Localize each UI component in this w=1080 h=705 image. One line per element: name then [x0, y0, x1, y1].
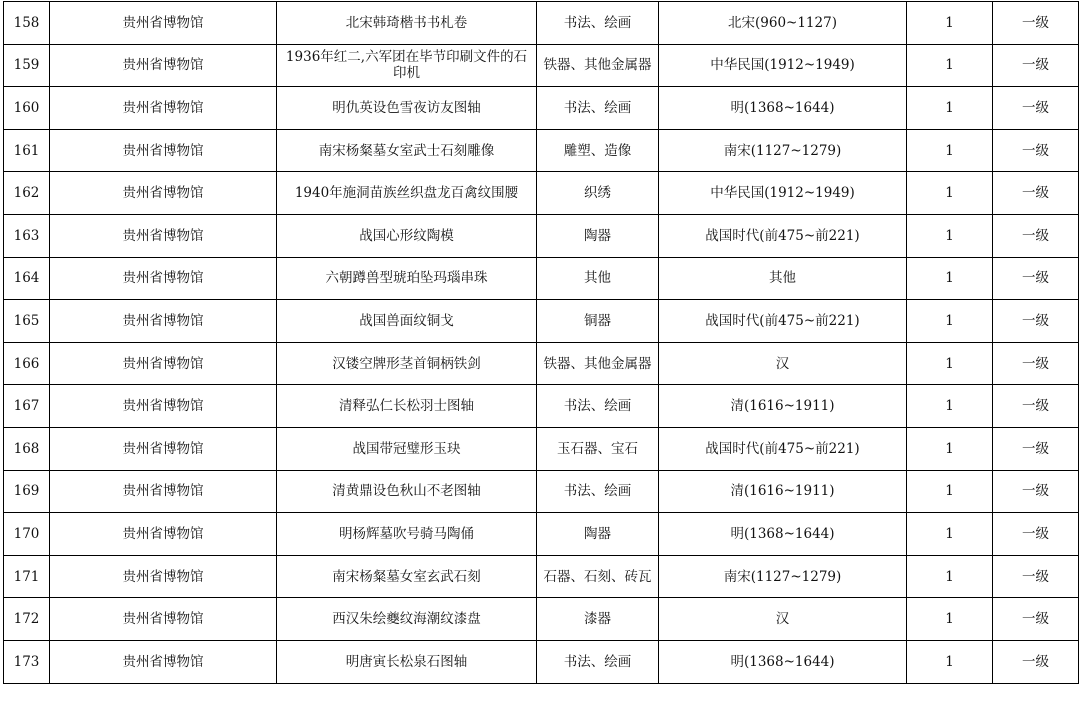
cell-category: 铜器	[537, 300, 659, 343]
cell-number: 171	[4, 555, 50, 598]
cell-relic-name: 清黄鼎设色秋山不老图轴	[277, 470, 537, 513]
cell-museum: 贵州省博物馆	[50, 598, 277, 641]
cell-museum: 贵州省博物馆	[50, 2, 277, 45]
cell-era: 明(1368~1644)	[659, 513, 907, 556]
cell-number: 163	[4, 214, 50, 257]
cell-quantity: 1	[907, 2, 993, 45]
cell-grade: 一级	[993, 214, 1079, 257]
cell-number: 166	[4, 342, 50, 385]
table-row	[4, 513, 1079, 556]
cell-era: 北宋(960~1127)	[659, 2, 907, 45]
cell-category: 书法、绘画	[537, 470, 659, 513]
table-row	[4, 427, 1079, 470]
cell-quantity: 1	[907, 87, 993, 130]
cell-category: 铁器、其他金属器	[537, 44, 659, 87]
table-row	[4, 385, 1079, 428]
cell-relic-name: 清释弘仁长松羽士图轴	[277, 385, 537, 428]
cell-number: 161	[4, 129, 50, 172]
cell-relic-name: 战国带冠璧形玉玦	[277, 427, 537, 470]
cell-era: 汉	[659, 598, 907, 641]
cell-category: 其他	[537, 257, 659, 300]
cell-quantity: 1	[907, 640, 993, 683]
table-row	[4, 470, 1079, 513]
cell-quantity: 1	[907, 598, 993, 641]
table-row	[4, 172, 1079, 215]
cell-museum: 贵州省博物馆	[50, 385, 277, 428]
cell-museum: 贵州省博物馆	[50, 555, 277, 598]
cell-category: 石器、石刻、砖瓦	[537, 555, 659, 598]
cell-era: 中华民国(1912~1949)	[659, 172, 907, 215]
cell-number: 165	[4, 300, 50, 343]
cell-number: 159	[4, 44, 50, 87]
cell-museum: 贵州省博物馆	[50, 640, 277, 683]
cell-grade: 一级	[993, 87, 1079, 130]
cell-relic-name: 1940年施洞苗族丝织盘龙百禽纹围腰	[277, 172, 537, 215]
cell-grade: 一级	[993, 257, 1079, 300]
cell-quantity: 1	[907, 172, 993, 215]
cell-relic-name: 战国兽面纹铜戈	[277, 300, 537, 343]
cell-number: 160	[4, 87, 50, 130]
cell-grade: 一级	[993, 342, 1079, 385]
cell-quantity: 1	[907, 257, 993, 300]
cell-grade: 一级	[993, 555, 1079, 598]
cell-quantity: 1	[907, 470, 993, 513]
cell-grade: 一级	[993, 385, 1079, 428]
cell-era: 战国时代(前475~前221)	[659, 427, 907, 470]
cell-era: 战国时代(前475~前221)	[659, 214, 907, 257]
cell-era: 战国时代(前475~前221)	[659, 300, 907, 343]
cell-era: 清(1616~1911)	[659, 385, 907, 428]
cell-era: 明(1368~1644)	[659, 640, 907, 683]
table-row	[4, 87, 1079, 130]
table-row	[4, 555, 1079, 598]
cell-museum: 贵州省博物馆	[50, 300, 277, 343]
cell-relic-name: 南宋杨粲墓女室武士石刻雕像	[277, 129, 537, 172]
table-row	[4, 640, 1079, 683]
cell-era: 南宋(1127~1279)	[659, 129, 907, 172]
cell-number: 172	[4, 598, 50, 641]
cell-grade: 一级	[993, 300, 1079, 343]
cell-grade: 一级	[993, 640, 1079, 683]
table-row	[4, 257, 1079, 300]
cell-number: 169	[4, 470, 50, 513]
cell-relic-name: 1936年红二,六军团在毕节印刷文件的石印机	[277, 44, 537, 87]
cell-era: 其他	[659, 257, 907, 300]
cell-number: 164	[4, 257, 50, 300]
cell-number: 162	[4, 172, 50, 215]
cell-category: 雕塑、造像	[537, 129, 659, 172]
cell-relic-name: 明杨辉墓吹号骑马陶俑	[277, 513, 537, 556]
cell-museum: 贵州省博物馆	[50, 172, 277, 215]
cell-relic-name: 明仇英设色雪夜访友图轴	[277, 87, 537, 130]
cell-era: 南宋(1127~1279)	[659, 555, 907, 598]
cell-number: 170	[4, 513, 50, 556]
cell-relic-name: 明唐寅长松泉石图轴	[277, 640, 537, 683]
cell-quantity: 1	[907, 385, 993, 428]
cell-museum: 贵州省博物馆	[50, 342, 277, 385]
cell-number: 158	[4, 2, 50, 45]
cell-grade: 一级	[993, 2, 1079, 45]
cell-museum: 贵州省博物馆	[50, 87, 277, 130]
table-row	[4, 598, 1079, 641]
cell-quantity: 1	[907, 427, 993, 470]
cell-category: 陶器	[537, 214, 659, 257]
cell-relic-name: 汉镂空牌形茎首铜柄铁剑	[277, 342, 537, 385]
cell-category: 书法、绘画	[537, 2, 659, 45]
cell-number: 168	[4, 427, 50, 470]
relics-table	[3, 1, 1079, 684]
cell-category: 玉石器、宝石	[537, 427, 659, 470]
cell-number: 173	[4, 640, 50, 683]
table-row	[4, 342, 1079, 385]
cell-relic-name: 战国心形纹陶模	[277, 214, 537, 257]
cell-museum: 贵州省博物馆	[50, 129, 277, 172]
cell-grade: 一级	[993, 129, 1079, 172]
cell-category: 漆器	[537, 598, 659, 641]
cell-category: 书法、绘画	[537, 87, 659, 130]
cell-quantity: 1	[907, 513, 993, 556]
cell-category: 铁器、其他金属器	[537, 342, 659, 385]
cell-grade: 一级	[993, 44, 1079, 87]
cell-relic-name: 南宋杨粲墓女室玄武石刻	[277, 555, 537, 598]
table-row	[4, 2, 1079, 45]
cell-quantity: 1	[907, 342, 993, 385]
cell-relic-name: 北宋韩琦楷书书札卷	[277, 2, 537, 45]
cell-museum: 贵州省博物馆	[50, 214, 277, 257]
cell-museum: 贵州省博物馆	[50, 427, 277, 470]
cell-quantity: 1	[907, 555, 993, 598]
table-row	[4, 300, 1079, 343]
cell-era: 汉	[659, 342, 907, 385]
cell-museum: 贵州省博物馆	[50, 44, 277, 87]
table-body	[4, 2, 1079, 684]
cell-museum: 贵州省博物馆	[50, 470, 277, 513]
cell-quantity: 1	[907, 214, 993, 257]
table-row	[4, 129, 1079, 172]
cell-quantity: 1	[907, 44, 993, 87]
cell-museum: 贵州省博物馆	[50, 257, 277, 300]
table-row	[4, 214, 1079, 257]
cell-category: 织绣	[537, 172, 659, 215]
cell-quantity: 1	[907, 300, 993, 343]
cell-relic-name: 西汉朱绘夔纹海潮纹漆盘	[277, 598, 537, 641]
cell-grade: 一级	[993, 470, 1079, 513]
cell-category: 书法、绘画	[537, 640, 659, 683]
cell-relic-name: 六朝蹲兽型琥珀坠玛瑙串珠	[277, 257, 537, 300]
cell-category: 书法、绘画	[537, 385, 659, 428]
cell-grade: 一级	[993, 172, 1079, 215]
cell-grade: 一级	[993, 598, 1079, 641]
cell-category: 陶器	[537, 513, 659, 556]
cell-grade: 一级	[993, 427, 1079, 470]
cell-era: 明(1368~1644)	[659, 87, 907, 130]
cell-era: 中华民国(1912~1949)	[659, 44, 907, 87]
cell-museum: 贵州省博物馆	[50, 513, 277, 556]
table-row	[4, 44, 1079, 87]
cell-quantity: 1	[907, 129, 993, 172]
cell-number: 167	[4, 385, 50, 428]
cell-era: 清(1616~1911)	[659, 470, 907, 513]
cell-grade: 一级	[993, 513, 1079, 556]
